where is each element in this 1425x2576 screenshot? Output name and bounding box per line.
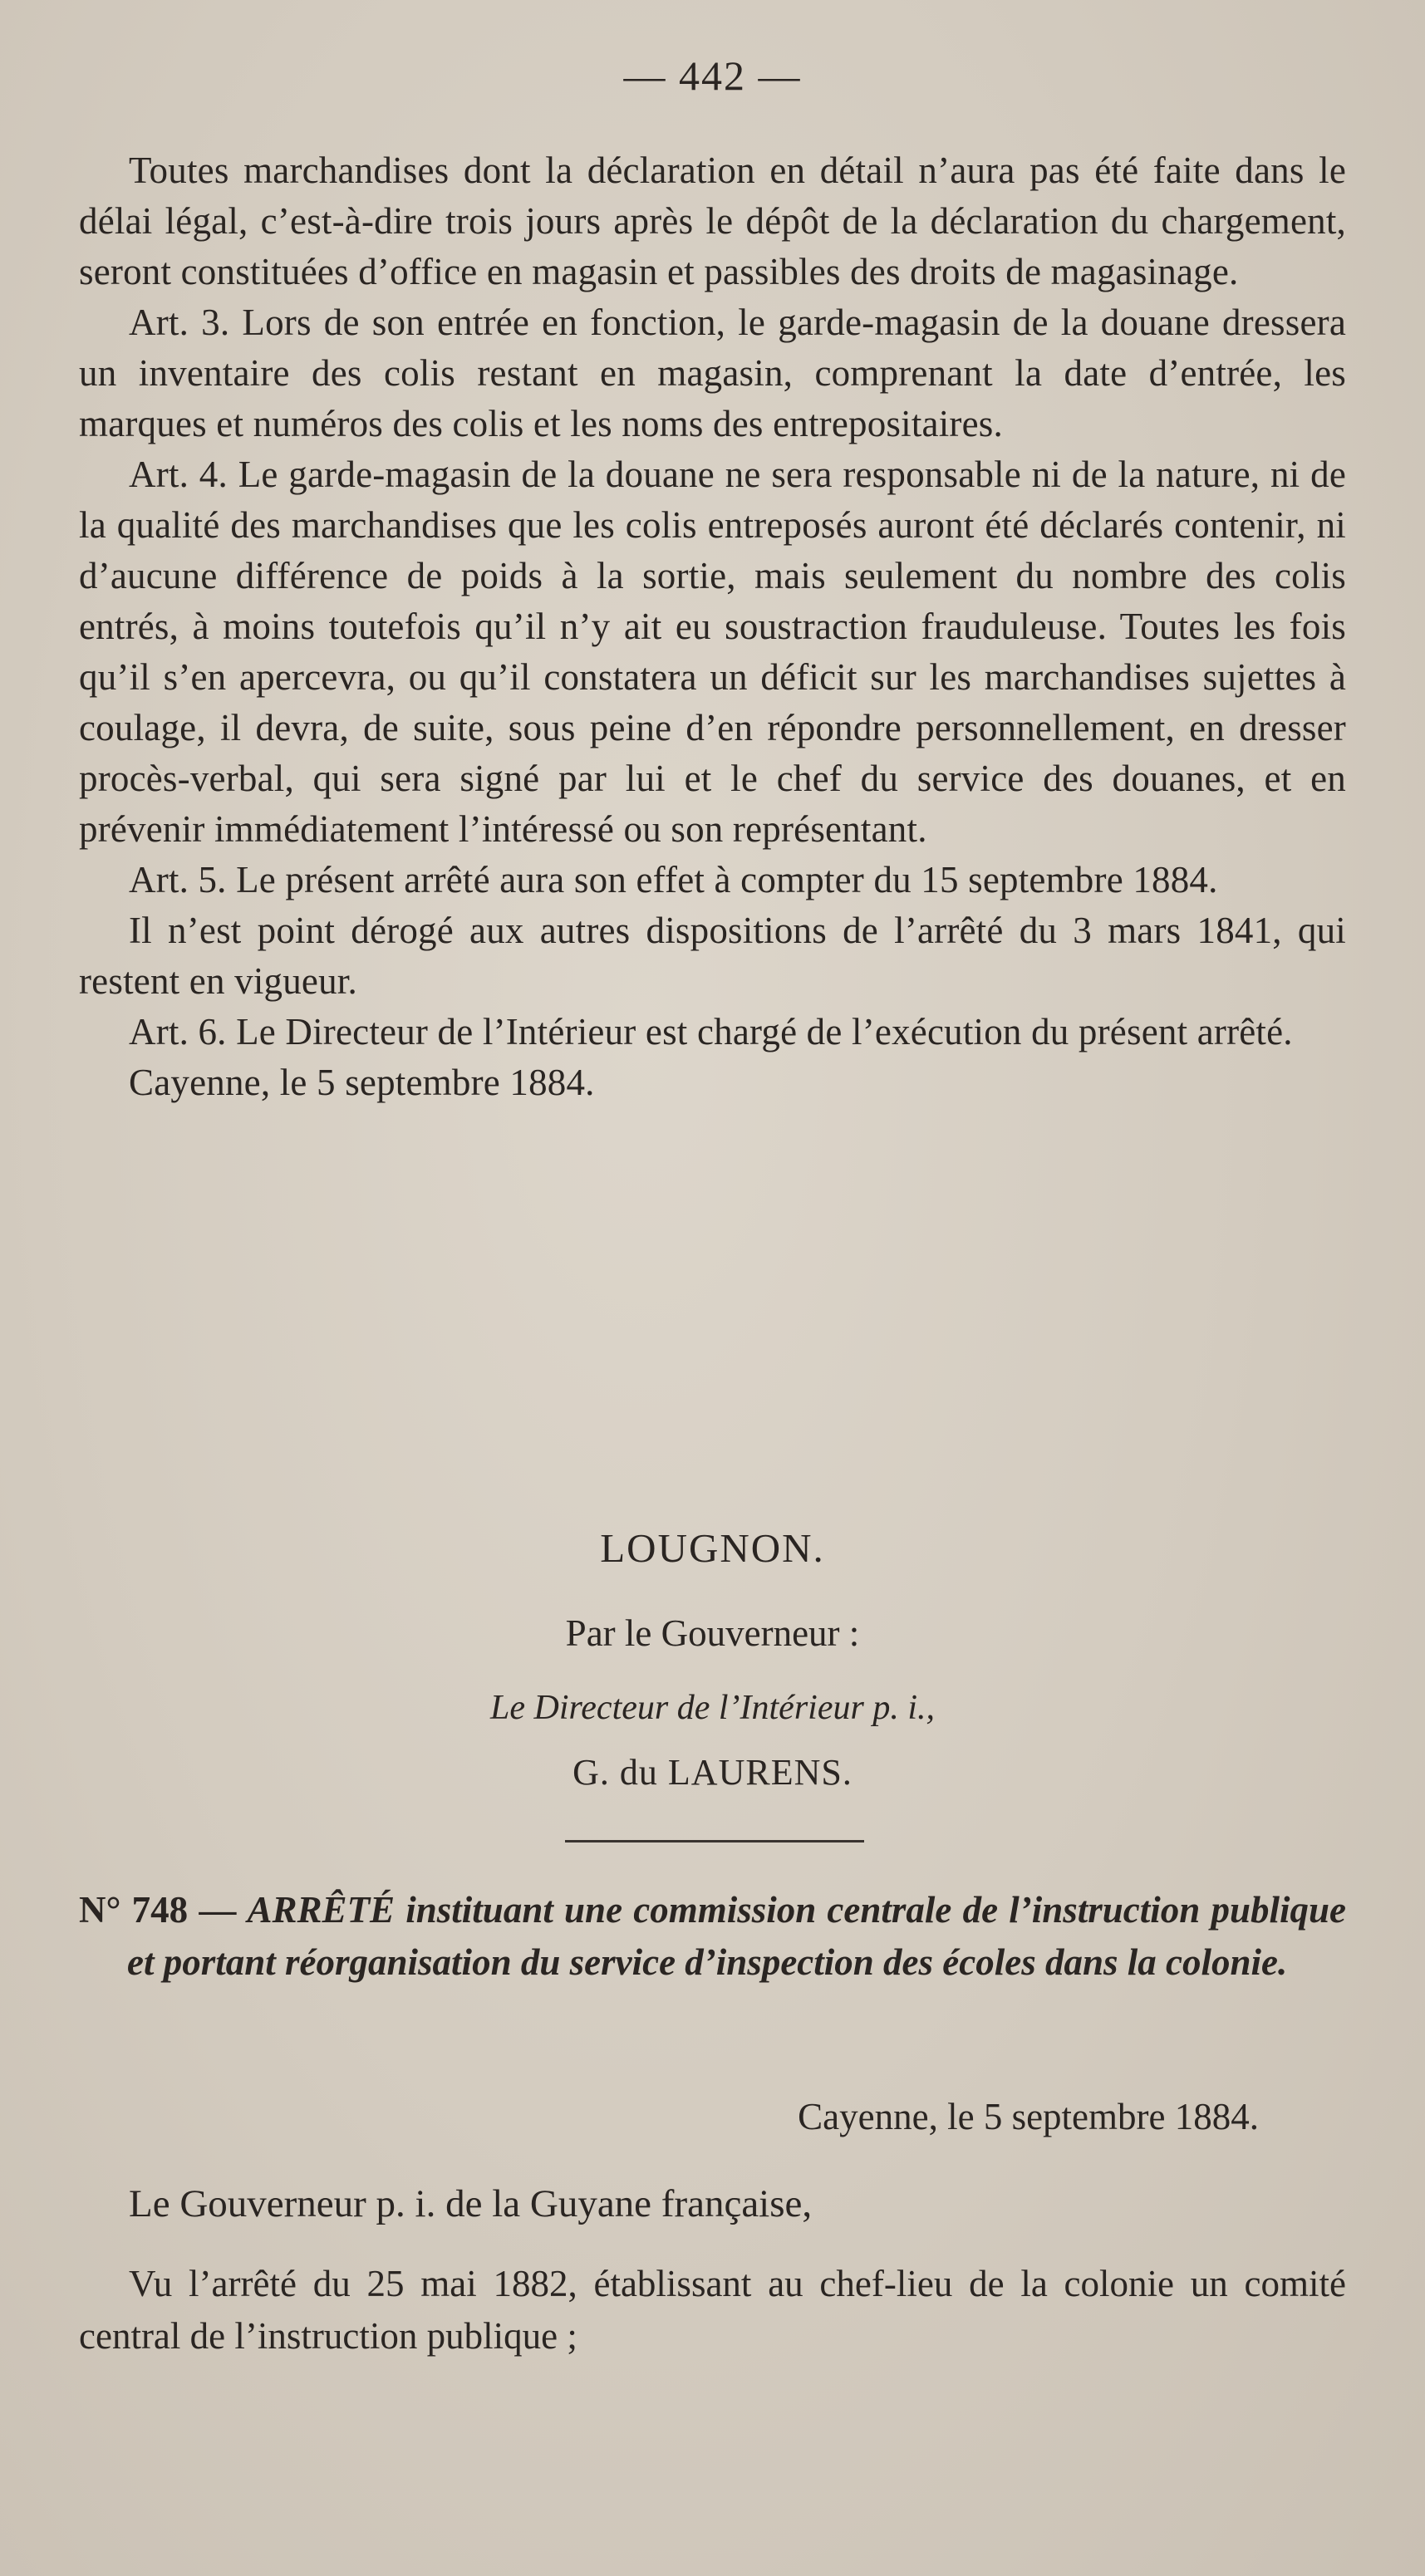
paragraph-intro: Toutes marchandises dont la déclaration en détail n’aura pas été faite dans le délai légal, c’est-à-dire trois jours après le dépôt de la déclaration du chargement, seront constituées d’office en magasin et passibles des droits de magasinage. bbox=[79, 150, 1346, 292]
arrete-heading bbox=[79, 1884, 1346, 1989]
paragraph-art-6: Art. 6. Le Directeur de l’Intérieur est chargé de l’exécution du présent arrêté. bbox=[129, 1011, 1293, 1052]
signature-by-line: Par le Gouverneur : bbox=[565, 1612, 860, 1654]
arrete-number: N° 748 — bbox=[79, 1889, 237, 1931]
countersigner: G. du LAURENS. bbox=[572, 1752, 853, 1793]
signature-role: Le Directeur de l’Intérieur p. i., bbox=[490, 1689, 935, 1727]
paragraph-date: Cayenne, le 5 septembre 1884. bbox=[129, 1062, 595, 1103]
arrete-heading-text bbox=[79, 1884, 1346, 1989]
paragraph-derogation: Il n’est point dérogé aux autres dispositions de l’arrêté du 3 mars 1841, qui restent en vigueur. bbox=[79, 910, 1346, 1002]
paragraph-art-4: Art. 4. Le garde-magasin de la douane ne sera responsable ni de la nature, ni de la qualité des marchandises que les colis entreposés auront été déclarés contenir, ni d’aucune différence de poids à la sortie, mais seulement du nombre des colis entrés, à moins toutefois qu’il n’y ait eu soustraction frauduleuse. Toutes les fois qu’il s’en apercevra, ou qu’il constatera un déficit sur les marchandises sujettes à coulage, il devra, de suite, sous peine d’en répondre personnellement, en dresser procès-verbal, qui sera signé par lui et le chef du service des douanes, et en prévenir immédiatement l’intéressé ou son représentant. bbox=[79, 454, 1346, 850]
paragraph-art-3: Art. 3. Lors de son entrée en fonction, le garde-magasin de la douane dressera un inventaire des colis restant en magasin, comprenant la date d’entrée, les marques et numéros des colis et les noms des entrepositaires. bbox=[79, 302, 1346, 444]
body-text bbox=[79, 145, 1346, 1108]
signature-name: LOUGNON. bbox=[600, 1525, 825, 1571]
section-divider bbox=[565, 1840, 864, 1842]
page-number: — 442 — bbox=[623, 52, 802, 99]
governor-line: Le Gouverneur p. i. de la Guyane française, bbox=[129, 2182, 813, 2225]
arrete-dateline: Cayenne, le 5 septembre 1884. bbox=[798, 2096, 1259, 2137]
paragraph-art-5: Art. 5. Le présent arrêté aura son effet à compter du 15 septembre 1884. bbox=[129, 859, 1218, 900]
vu-paragraph: Vu l’arrêté du 25 mai 1882, établissant au chef-lieu de la colonie un comité central de l’instruction publique ; bbox=[79, 2263, 1346, 2357]
arrete-title: ARRÊTÉ instituant une commission centrale de l’instruction publique et portant réorganisation du service d’inspection des écoles dans la colonie. bbox=[127, 1889, 1346, 1983]
vu-clause bbox=[79, 2258, 1346, 2363]
